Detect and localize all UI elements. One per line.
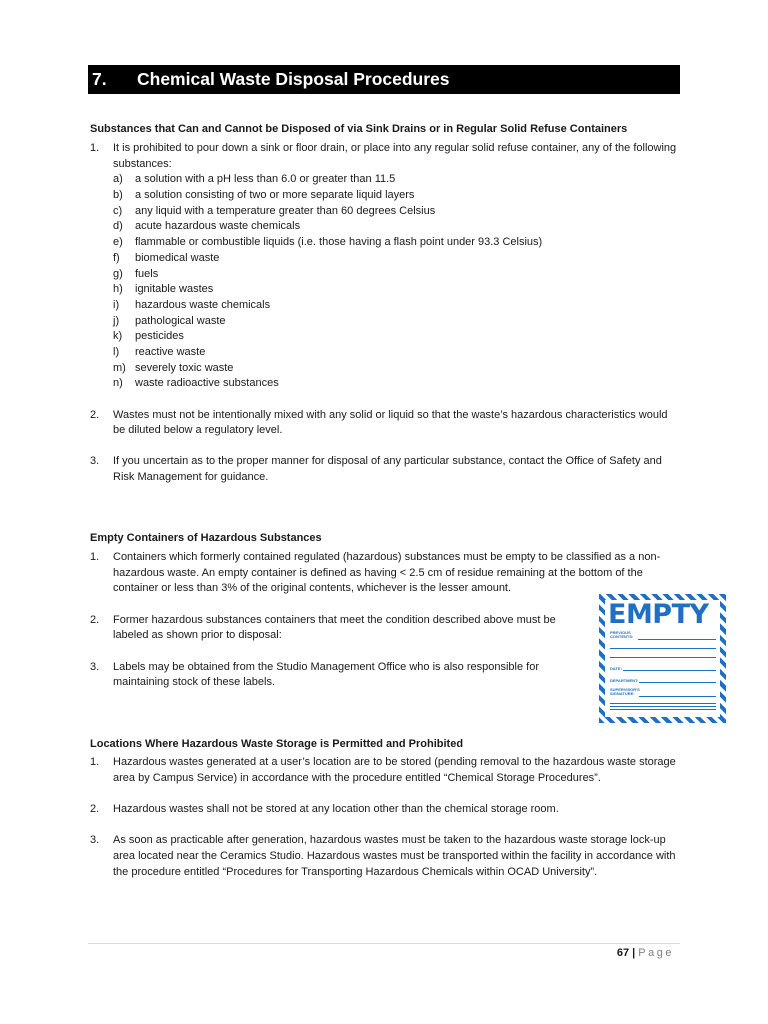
subheading-disposal: Substances that Can and Cannot be Disposed of via Sink Drains or in Regular Solid Refuse Containers bbox=[90, 123, 628, 135]
label-line bbox=[639, 682, 716, 683]
empty-container-label bbox=[599, 594, 726, 723]
section-title: Chemical Waste Disposal Procedures bbox=[137, 69, 450, 89]
item-number: 1. bbox=[90, 142, 100, 154]
sublist-item: k) pesticides bbox=[113, 330, 184, 343]
label-department: DEPARTMENT: bbox=[610, 678, 639, 683]
label-empty-text: EMPTY bbox=[608, 599, 709, 630]
label-date: DATE: bbox=[610, 666, 622, 671]
sublist-item: d) acute hazardous waste chemicals bbox=[113, 220, 301, 233]
sublist-item: n) waste radioactive substances bbox=[113, 377, 279, 390]
list-item bbox=[90, 141, 682, 392]
label-line bbox=[610, 703, 716, 704]
item-number: 3. bbox=[90, 660, 100, 673]
list-item bbox=[90, 660, 682, 691]
label-line bbox=[638, 639, 716, 640]
item-number: 2. bbox=[90, 408, 100, 421]
item-number: 3. bbox=[90, 455, 100, 468]
list-item bbox=[90, 613, 682, 644]
page-word: Page bbox=[638, 947, 674, 959]
item-text: As soon as practicable after generation, hazardous wastes must be taken to the hazardous waste storage lock-up area located near the Ceramics Studio. Hazardous wastes must be transported within the facility in accordance with the procedure entitled “Procedures for Transporting Hazardous Chemicals within OCAD University”. bbox=[113, 834, 676, 878]
sublist-item: c) any liquid with a temperature greater than 60 degrees Celsius bbox=[113, 204, 436, 217]
item-text: Former hazardous substances containers that meet the condition described above must be labeled as shown prior to disposal: bbox=[113, 613, 556, 642]
sublist-item: l) reactive waste bbox=[113, 345, 206, 358]
item-text: Hazardous wastes generated at a user’s location are to be stored (pending removal to the hazardous waste storage area by Campus Service) in accordance with the procedure entitled “Chemical Storage Procedures”. bbox=[113, 756, 676, 784]
list-item bbox=[90, 755, 682, 786]
item-number: 1. bbox=[90, 551, 100, 563]
empty-containers-list bbox=[90, 550, 682, 691]
label-line bbox=[639, 696, 716, 697]
list-item bbox=[90, 802, 682, 818]
sublist-item: a) a solution with a pH less than 6.0 or greater than 11.5 bbox=[113, 173, 396, 186]
disposal-list bbox=[90, 141, 682, 486]
label-body bbox=[605, 600, 720, 717]
item-number: 2. bbox=[90, 802, 100, 815]
sublist-item: j) pathological waste bbox=[113, 314, 226, 327]
subheading-empty-containers: Empty Containers of Hazardous Substances bbox=[90, 532, 322, 544]
list-item bbox=[90, 454, 682, 485]
storage-locations-list bbox=[90, 755, 682, 880]
sublist-item: m) severely toxic waste bbox=[113, 361, 234, 374]
item-text: It is prohibited to pour down a sink or floor drain, or place into any regular solid refuse container, any of the following substances: bbox=[113, 142, 677, 170]
sublist-item: i) hazardous waste chemicals bbox=[113, 298, 271, 311]
list-item bbox=[90, 833, 682, 880]
page-footer bbox=[617, 947, 674, 959]
item-text: Containers which formerly contained regulated (hazardous) substances must be empty to be classified as a non-hazardous waste. An empty container is defined as having < 2.5 cm of residue remaining at the bottom of the container or less than 3% of the original contents, whichever is the lesser amount. bbox=[113, 551, 661, 595]
list-item bbox=[90, 550, 682, 597]
item-number: 2. bbox=[90, 613, 100, 626]
sublist-item: g) fuels bbox=[113, 267, 159, 280]
sublist-item: b) a solution consisting of two or more separate liquid layers bbox=[113, 189, 415, 202]
item-number: 3. bbox=[90, 834, 100, 847]
label-previous-contents: PREVIOUS CONTENTS: bbox=[610, 630, 634, 639]
list-item bbox=[90, 408, 682, 439]
section-number: 7. bbox=[92, 69, 107, 89]
sublist-item: h) ignitable wastes bbox=[113, 283, 214, 296]
label-line bbox=[610, 657, 716, 658]
section-title-bar bbox=[88, 65, 680, 94]
page-number: 67 bbox=[616, 947, 630, 959]
sublist bbox=[113, 172, 682, 392]
label-line bbox=[610, 648, 716, 649]
label-line bbox=[610, 706, 716, 707]
item-number: 1. bbox=[90, 756, 100, 768]
sublist-item: f) biomedical waste bbox=[113, 251, 220, 264]
label-supervisor: SUPERVISOR'S SIGNATURE: bbox=[610, 687, 640, 696]
subheading-storage-locations: Locations Where Hazardous Waste Storage is Permitted and Prohibited bbox=[90, 738, 464, 750]
sublist-item: e) flammable or combustible liquids (i.e. those having a flash point under 93.3 Celsius) bbox=[113, 236, 543, 249]
label-line bbox=[623, 670, 716, 671]
item-text: If you uncertain as to the proper manner for disposal of any particular substance, contact the Office of Safety and Risk Management for guidance. bbox=[113, 455, 662, 484]
footer-divider bbox=[88, 943, 680, 944]
label-line bbox=[610, 709, 716, 710]
footer-separator: | bbox=[632, 947, 636, 959]
item-text: Wastes must not be intentionally mixed with any solid or liquid so that the waste’s hazardous characteristics would be diluted below a regulatory level. bbox=[113, 408, 668, 437]
item-text: Hazardous wastes shall not be stored at any location other than the chemical storage room. bbox=[113, 802, 559, 815]
item-text: Labels may be obtained from the Studio Management Office who is also responsible for maintaining stock of these labels. bbox=[113, 660, 539, 689]
